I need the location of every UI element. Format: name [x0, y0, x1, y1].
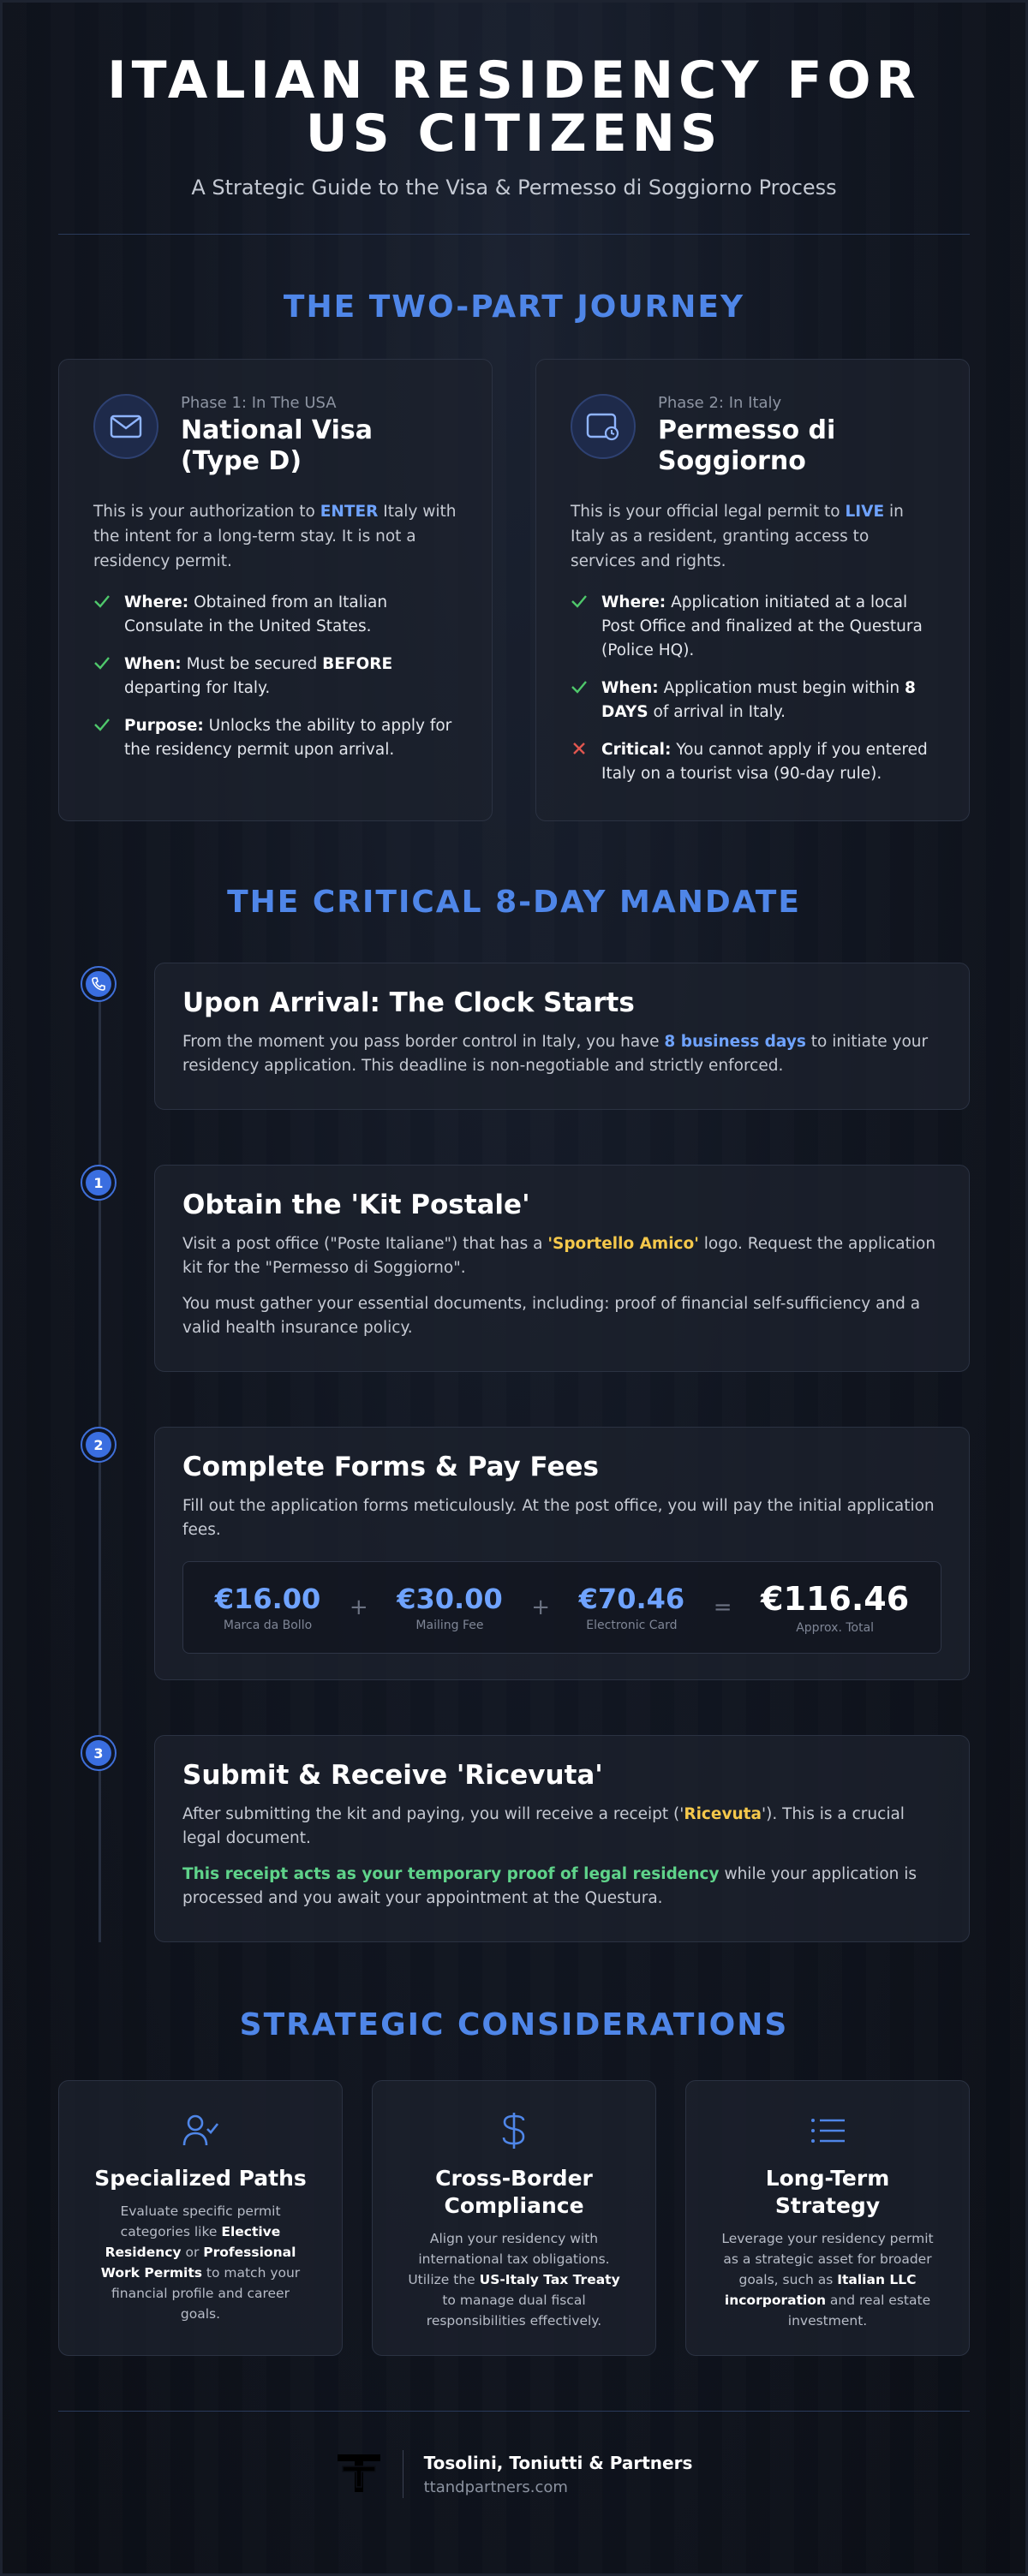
tt-logo-icon — [336, 2449, 382, 2499]
step-card — [154, 1735, 970, 1942]
fee-total: €116.46 Approx. Total — [761, 1580, 910, 1635]
page-subtitle: A Strategic Guide to the Visa & Permesso di Soggiorno Process — [191, 176, 837, 200]
phase-card-visa — [58, 359, 493, 821]
list-item: When: Must be secured BEFORE departing for Italy. — [93, 653, 457, 701]
step-text: Fill out the application forms meticulously. At the post office, you will pay the initial application fees. — [182, 1497, 935, 1539]
fee-breakdown — [182, 1561, 941, 1654]
card-text: Evaluate specific permit categories like Elective Residency or Professional Work Permits to match your financial profile and career goals. — [100, 2203, 301, 2322]
list-item: Purpose: Unlocks the ability to apply for the residency permit upon arrival. — [93, 714, 457, 762]
list-item: Where: Application initiated at a local Post Office and finalized at the Questura (Police HQ). — [571, 591, 935, 663]
phase-label: Phase 1: In The USA — [181, 394, 337, 412]
step-card — [154, 1165, 970, 1372]
timeline — [58, 963, 970, 1942]
divider — [58, 2411, 970, 2412]
list-item: When: Application must begin within 8 DAYS of arrival in Italy. — [571, 677, 935, 724]
check-icon — [93, 714, 112, 762]
step-title: Upon Arrival: The Clock Starts — [182, 987, 635, 1018]
phase-title: National Visa (Type D) — [181, 415, 373, 476]
phase-description: This is your authorization to ENTER Italy with the intent for a long-term stay. It is not a residency permit. — [93, 503, 457, 570]
section-title-mandate: THE CRITICAL 8-DAY MANDATE — [227, 885, 801, 920]
card-title: Long-Term Strategy — [765, 2166, 890, 2218]
step-title: Submit & Receive 'Ricevuta' — [182, 1760, 603, 1791]
timeline-step — [154, 963, 970, 1110]
fee-item: €30.00 Mailing Fee — [397, 1583, 503, 1632]
step-text: You must gather your essential documents, including: proof of financial self-sufficiency and a valid health insurance policy. — [182, 1295, 921, 1337]
list-icon — [720, 2110, 935, 2151]
timeline-node: 3 — [81, 1735, 117, 1771]
step-text: This receipt acts as your temporary proof of legal residency while your application is processed and you await your appointment at the Questura. — [182, 1865, 917, 1907]
step-text: From the moment you pass border control in Italy, you have 8 business days to initiate your residency application. This deadline is non-negotiable and strictly enforced. — [182, 1033, 929, 1075]
card-text: Align your residency with international tax obligations. Utilize the US-Italy Tax Treaty to manage dual fiscal responsibilities effectively. — [408, 2231, 620, 2329]
strategy-card — [685, 2080, 970, 2356]
phase-title: Permesso di Soggiorno — [658, 415, 836, 476]
section-title-journey: THE TWO-PART JOURNEY — [283, 289, 745, 325]
firm-name: Tosolini, Toniutti & Partners — [423, 2452, 693, 2473]
card-text: Leverage your residency permit as a strategic asset for broader goals, such as Italian LLC incorporation and real estate investment. — [721, 2231, 934, 2329]
envelope-icon — [93, 394, 158, 459]
phone-icon — [86, 971, 111, 997]
timeline-node — [81, 966, 117, 1002]
timeline-node: 2 — [81, 1427, 117, 1463]
equals-sign: = — [713, 1595, 732, 1620]
step-title: Obtain the 'Kit Postale' — [182, 1190, 530, 1220]
dollar-icon — [407, 2110, 621, 2151]
strategy-card — [58, 2080, 343, 2356]
journey-cards — [58, 359, 970, 821]
firm-website[interactable]: ttandpartners.com — [423, 2478, 568, 2496]
plus-sign: + — [349, 1595, 368, 1620]
strategic-cards — [58, 2080, 970, 2356]
divider — [58, 234, 970, 235]
check-icon — [571, 591, 589, 663]
hero — [3, 3, 1025, 200]
check-icon — [93, 591, 112, 639]
step-text: After submitting the kit and paying, you will receive a receipt ('Ricevuta'). This is a crucial legal document. — [182, 1805, 905, 1847]
card-title: Cross-Border Compliance — [435, 2166, 593, 2218]
page-title: ITALIAN RESIDENCY FOR US CITIZENS — [107, 51, 921, 164]
step-card — [154, 963, 970, 1110]
step-card — [154, 1427, 970, 1680]
timeline-line — [99, 983, 101, 1942]
footer — [3, 2449, 1025, 2499]
strategy-card — [372, 2080, 656, 2356]
fee-item: €70.46 Electronic Card — [578, 1583, 685, 1632]
phase-card-permesso — [535, 359, 970, 821]
step-title: Complete Forms & Pay Fees — [182, 1452, 599, 1482]
id-card-clock-icon — [571, 394, 636, 459]
phase-checklist — [93, 591, 457, 762]
card-title: Specialized Paths — [94, 2166, 307, 2191]
timeline-step — [93, 1735, 970, 1942]
phase-checklist — [571, 591, 935, 786]
phase-label: Phase 2: In Italy — [658, 394, 782, 412]
user-check-icon — [93, 2110, 308, 2151]
check-icon — [93, 653, 112, 701]
timeline-step — [93, 1165, 970, 1372]
phase-description: This is your official legal permit to LIVE in Italy as a resident, granting access to services and rights. — [571, 503, 904, 570]
check-icon — [571, 677, 589, 724]
step-text: Visit a post office ("Poste Italiane") that has a 'Sportello Amico' logo. Request the application kit for the "Permesso di Soggiorno". — [182, 1235, 936, 1277]
fee-item: €16.00 Marca da Bollo — [214, 1583, 321, 1632]
cross-icon — [571, 738, 589, 786]
list-item: Critical: You cannot apply if you entered Italy on a tourist visa (90-day rule). — [571, 738, 935, 786]
timeline-node: 1 — [81, 1165, 117, 1201]
section-title-strategic: STRATEGIC CONSIDERATIONS — [239, 2007, 789, 2042]
list-item: Where: Obtained from an Italian Consulate in the United States. — [93, 591, 457, 639]
plus-sign: + — [531, 1595, 551, 1620]
timeline-step — [93, 1427, 970, 1680]
